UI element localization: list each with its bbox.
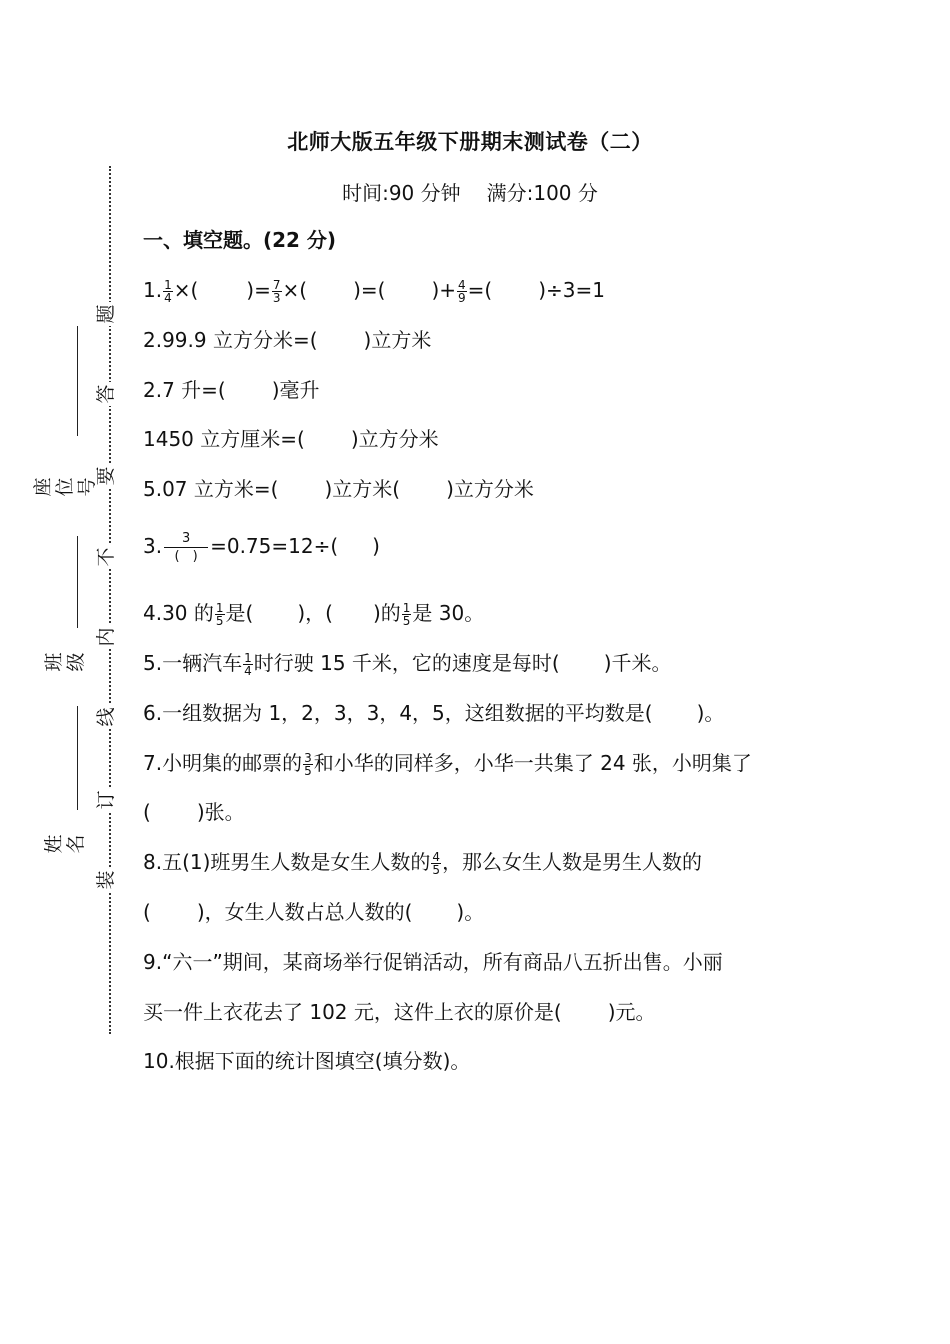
question-7-line-2: ( )张。 bbox=[143, 800, 245, 824]
seat-label: 座位号 bbox=[32, 477, 98, 497]
margin-char-2: 答 bbox=[94, 382, 118, 406]
question-8-line-1: 8.五(1)班男生人数是女生人数的 $\frac{4}{5}$ ，那么女生人数是男生人数的 bbox=[143, 850, 703, 877]
margin-char-3: 要 bbox=[94, 464, 118, 488]
fraction-one-fifth: $\frac{1}{5}$ bbox=[215, 601, 224, 628]
question-2-line-3: 1450 立方厘米=( )立方分米 bbox=[143, 427, 439, 451]
seat-number-line bbox=[77, 326, 78, 436]
question-2-line-1: 2.99.9 立方分米=( )立方米 bbox=[143, 328, 432, 352]
question-9-line-1: 9.“六一”期间，某商场举行促销活动，所有商品八五折出售。小丽 bbox=[143, 950, 723, 974]
question-10: 10.根据下面的统计图填空(填分数)。 bbox=[143, 1049, 471, 1073]
question-2-line-2: 2.7 升=( )毫升 bbox=[143, 378, 320, 402]
question-3: 3. $\frac{3}{( )}$ =0.75=12÷( ) bbox=[143, 531, 380, 564]
name-line bbox=[77, 706, 78, 810]
name-field[interactable] bbox=[43, 706, 87, 856]
question-5: 5.一辆汽车 $\frac{1}{4}$ 时行驶 15 千米，它的速度是每时( )千米。 bbox=[143, 651, 672, 678]
seat-number-field[interactable] bbox=[32, 326, 98, 504]
margin-char-1: 题 bbox=[94, 302, 118, 326]
name-label: 姓名 bbox=[43, 834, 87, 854]
question-8-line-2: ( )，女生人数占总人数的( )。 bbox=[143, 900, 485, 924]
exam-title: 北师大版五年级下册期末测试卷（二） bbox=[287, 130, 653, 154]
question-2-line-4: 5.07 立方米=( )立方米( )立方分米 bbox=[143, 477, 534, 501]
fraction-four-ninths: $\frac{4}{9}$ bbox=[458, 278, 466, 305]
question-4: 4.30 的 $\frac{1}{5}$ 是( )，( )的 $\frac{1}{5}$ 是 30。 bbox=[143, 601, 485, 628]
fraction-one-quarter: $\frac{1}{4}$ bbox=[164, 278, 172, 305]
fraction-one-quarter: $\frac{1}{4}$ bbox=[244, 651, 252, 678]
question-9-line-2: 买一件上衣花去了 102 元，这件上衣的原价是( )元。 bbox=[143, 1000, 656, 1024]
exam-info bbox=[0, 177, 940, 206]
time-limit: 时间:90 分钟 bbox=[342, 181, 461, 205]
margin-char-4: 不 bbox=[94, 545, 118, 569]
fraction-one-fifth: $\frac{1}{5}$ bbox=[402, 601, 411, 628]
question-6: 6.一组数据为 1，2，3，3，4，5，这组数据的平均数是( )。 bbox=[143, 701, 725, 725]
margin-char-8: 装 bbox=[94, 868, 118, 892]
fraction-three-fifths: $\frac{3}{5}$ bbox=[304, 751, 312, 778]
fraction-three-over-blank[interactable]: $\frac{3}{( )}$ bbox=[164, 530, 208, 565]
class-field[interactable] bbox=[43, 536, 87, 676]
full-score: 满分:100 分 bbox=[486, 181, 598, 205]
margin-char-6: 线 bbox=[94, 705, 118, 729]
question-7-line-1: 7.小明集的邮票的 $\frac{3}{5}$ 和小华的同样多，小华一共集了 24 张，小明集了 bbox=[143, 751, 752, 778]
margin-char-7: 订 bbox=[94, 788, 118, 812]
class-label: 班级 bbox=[43, 652, 87, 672]
margin-char-5: 内 bbox=[94, 625, 118, 649]
class-line bbox=[77, 536, 78, 628]
section-heading: 一、填空题。(22 分) bbox=[143, 228, 337, 252]
binding-dotted-line bbox=[109, 166, 111, 1034]
fraction-four-fifths: $\frac{4}{5}$ bbox=[432, 850, 441, 877]
fraction-seven-thirds: $\frac{7}{3}$ bbox=[272, 278, 281, 305]
question-1: 1. $\frac{1}{4}$ ×( )= $\frac{7}{3}$ ×( )=( )+ $\frac{4}{9}$ =( )÷3=1 bbox=[143, 278, 605, 305]
